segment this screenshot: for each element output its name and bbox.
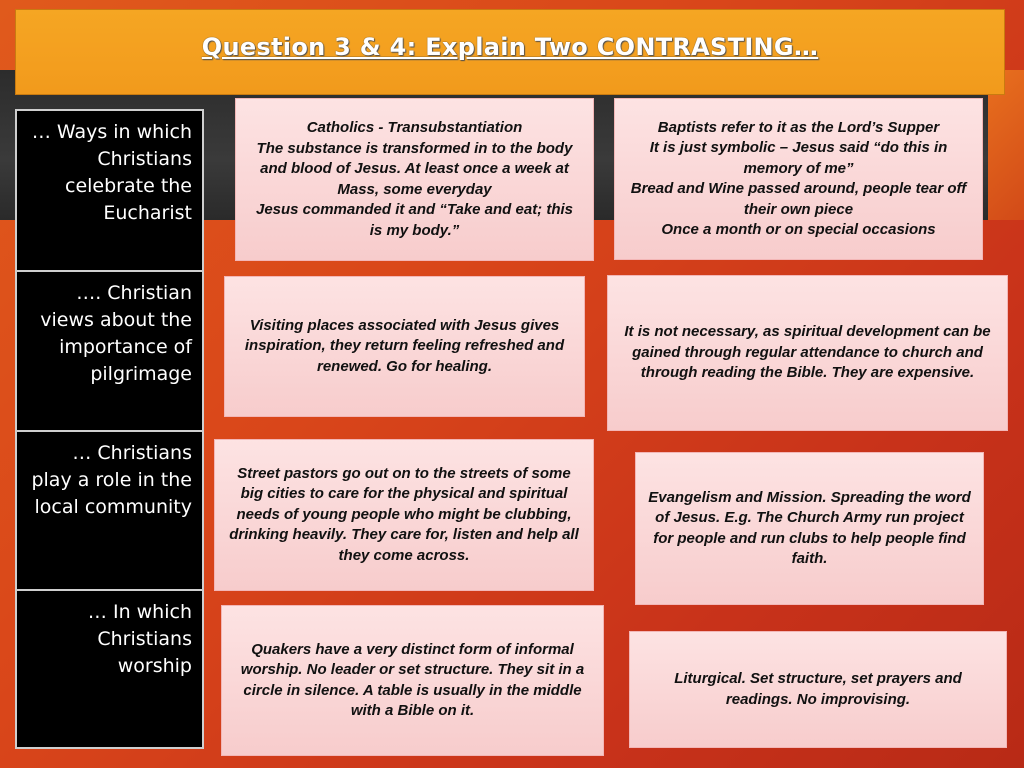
answer-text: It is not necessary, as spiritual development can be gained through regular attendance to church and through reading the Bible. They are expensive. <box>624 323 991 382</box>
answer-text: Quakers have a very distinct form of informal worship. No leader or set structure. They sit in a circle in silence. A table is usually in the middle with a Bible on it. <box>240 640 585 719</box>
topic-label-pilgrimage: …. Christian views about the importance of pilgrimage <box>17 272 202 432</box>
topic-label-table <box>15 109 204 749</box>
answer-box-pilgrimage-against <box>607 275 1008 431</box>
answer-text: Evangelism and Mission. Spreading the word of Jesus. E.g. The Church Army run project for people and run clubs to help people find faith. <box>648 488 971 567</box>
answer-box-community-evangelism <box>635 452 984 605</box>
answer-box-community-street-pastors <box>214 439 594 591</box>
topic-label-worship: … In which Christians worship <box>87 601 192 677</box>
slide-title: Question 3 & 4: Explain Two CONTRASTING… <box>201 33 819 61</box>
answer-text: Catholics - Transubstantiation The substance is transformed in to the body and blood of Jesus. At least once a week at Mass, some everyday Jesus commanded it and “Take and eat; this is my body.” <box>255 119 574 239</box>
answer-text: Liturgical. Set structure, set prayers and readings. No improvising. <box>674 670 962 708</box>
answer-text: Street pastors go out on to the streets of some big cities to care for the physical and spiritual needs of young people who might be clubbing, drinking heavily. They care for, listen and help all they come across. <box>229 464 579 564</box>
answer-box-worship-liturgical <box>629 631 1007 748</box>
answer-text: Visiting places associated with Jesus gives inspiration, they return feeling refreshed and renewed. Go for healing. <box>244 316 565 375</box>
answer-box-eucharist-baptist <box>614 98 983 260</box>
answer-box-worship-quakers <box>221 605 604 756</box>
topic-label-eucharist: … Ways in which Christians celebrate the Eucharist <box>17 111 202 272</box>
title-banner <box>15 9 1005 95</box>
answer-box-pilgrimage-for <box>224 276 585 417</box>
answer-box-eucharist-catholic <box>235 98 594 261</box>
topic-label-community: … Christians play a role in the local community <box>17 432 202 591</box>
answer-text: Baptists refer to it as the Lord’s Supper It is just symbolic – Jesus said “do this in memory of me” Bread and Wine passed around, people tear off their own piece Once a month or on special occasions <box>630 118 967 238</box>
